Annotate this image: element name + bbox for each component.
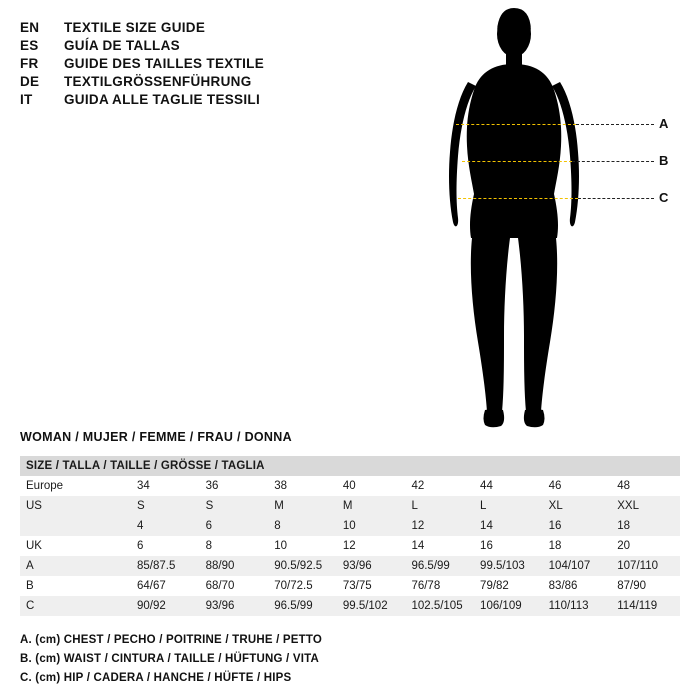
- language-code-en: EN: [20, 20, 40, 35]
- table-header-label: SIZE / TALLA / TAILLE / GRÖSSE / TAGLIA: [20, 456, 680, 476]
- cell: 6: [131, 536, 200, 556]
- row-label: C: [20, 596, 131, 616]
- cell: 114/119: [611, 596, 680, 616]
- female-silhouette-icon: [414, 6, 684, 436]
- title-fr: GUIDE DES TAILLES TEXTILE: [64, 56, 265, 71]
- cell: 96.5/99: [405, 556, 474, 576]
- cell: 46: [543, 476, 612, 496]
- cell: L: [474, 496, 543, 516]
- table-row: [20, 536, 680, 556]
- measure-line-waist: [462, 161, 572, 162]
- cell: 16: [474, 536, 543, 556]
- leader-line-b: [572, 161, 654, 162]
- cell: 12: [405, 516, 474, 536]
- cell: 14: [405, 536, 474, 556]
- cell: 44: [474, 476, 543, 496]
- title-es: GUÍA DE TALLAS: [64, 38, 180, 53]
- leader-line-a: [576, 124, 654, 125]
- table-header-row: [20, 456, 680, 476]
- cell: 110/113: [543, 596, 612, 616]
- leader-line-c: [578, 198, 654, 199]
- cell: 64/67: [131, 576, 200, 596]
- cell: 79/82: [474, 576, 543, 596]
- cell: 10: [337, 516, 406, 536]
- cell: 93/96: [337, 556, 406, 576]
- cell: 85/87.5: [131, 556, 200, 576]
- cell: 96.5/99: [268, 596, 337, 616]
- table-row: [20, 596, 680, 616]
- cell: 40: [337, 476, 406, 496]
- cell: 18: [611, 516, 680, 536]
- cell: 70/72.5: [268, 576, 337, 596]
- cell: 87/90: [611, 576, 680, 596]
- cell: 20: [611, 536, 680, 556]
- cell: 36: [200, 476, 269, 496]
- measure-label-b: B: [659, 153, 669, 168]
- cell: 106/109: [474, 596, 543, 616]
- cell: 14: [474, 516, 543, 536]
- legend-line-a: A. (cm) CHEST / PECHO / POITRINE / TRUHE / PETTO: [20, 634, 323, 646]
- table-row: [20, 576, 680, 596]
- size-table-wrap: [20, 456, 680, 616]
- cell: L: [405, 496, 474, 516]
- row-label: US: [20, 496, 131, 516]
- cell: XXL: [611, 496, 680, 516]
- cell: 73/75: [337, 576, 406, 596]
- cell: 34: [131, 476, 200, 496]
- cell: 90.5/92.5: [268, 556, 337, 576]
- measure-line-chest: [456, 124, 576, 125]
- title-row: [20, 20, 440, 35]
- cell: S: [131, 496, 200, 516]
- cell: 6: [200, 516, 269, 536]
- cell: 76/78: [405, 576, 474, 596]
- language-code-es: ES: [20, 38, 39, 53]
- cell: 88/90: [200, 556, 269, 576]
- section-heading: WOMAN / MUJER / FEMME / FRAU / DONNA: [20, 430, 292, 444]
- measure-line-hip: [458, 198, 578, 199]
- row-label: B: [20, 576, 131, 596]
- cell: 93/96: [200, 596, 269, 616]
- table-row: [20, 556, 680, 576]
- cell: 102.5/105: [405, 596, 474, 616]
- cell: 104/107: [543, 556, 612, 576]
- table-row: [20, 516, 680, 536]
- cell: XL: [543, 496, 612, 516]
- cell: M: [268, 496, 337, 516]
- cell: 12: [337, 536, 406, 556]
- cell: 10: [268, 536, 337, 556]
- title-it: GUIDA ALLE TAGLIE TESSILI: [64, 92, 260, 107]
- cell: 90/92: [131, 596, 200, 616]
- title-block: [20, 20, 440, 110]
- title-en: TEXTILE SIZE GUIDE: [64, 20, 206, 35]
- body-figure: [414, 6, 684, 436]
- cell: 99.5/102: [337, 596, 406, 616]
- title-row: [20, 38, 440, 53]
- language-code-it: IT: [20, 92, 33, 107]
- row-label: UK: [20, 536, 131, 556]
- cell: 38: [268, 476, 337, 496]
- title-row: [20, 56, 440, 71]
- row-label: [20, 516, 131, 536]
- cell: 42: [405, 476, 474, 496]
- measure-label-a: A: [659, 116, 669, 131]
- cell: 83/86: [543, 576, 612, 596]
- cell: 4: [131, 516, 200, 536]
- language-code-de: DE: [20, 74, 40, 89]
- cell: 48: [611, 476, 680, 496]
- language-code-fr: FR: [20, 56, 39, 71]
- legend-line-b: B. (cm) WAIST / CINTURA / TAILLE / HÜFTUNG / VITA: [20, 653, 319, 665]
- cell: 8: [200, 536, 269, 556]
- legend-line-c: C. (cm) HIP / CADERA / HANCHE / HÜFTE / HIPS: [20, 672, 292, 684]
- cell: M: [337, 496, 406, 516]
- legend: [20, 634, 540, 691]
- row-label: Europe: [20, 476, 131, 496]
- table-row: [20, 476, 680, 496]
- cell: S: [200, 496, 269, 516]
- title-de: TEXTILGRÖSSENFÜHRUNG: [64, 74, 252, 89]
- title-row: [20, 74, 440, 89]
- table-row: [20, 496, 680, 516]
- cell: 18: [543, 536, 612, 556]
- cell: 16: [543, 516, 612, 536]
- cell: 99.5/103: [474, 556, 543, 576]
- cell: 107/110: [611, 556, 680, 576]
- size-table: [20, 456, 680, 616]
- cell: 68/70: [200, 576, 269, 596]
- title-row: [20, 92, 440, 107]
- cell: 8: [268, 516, 337, 536]
- row-label: A: [20, 556, 131, 576]
- measure-label-c: C: [659, 190, 669, 205]
